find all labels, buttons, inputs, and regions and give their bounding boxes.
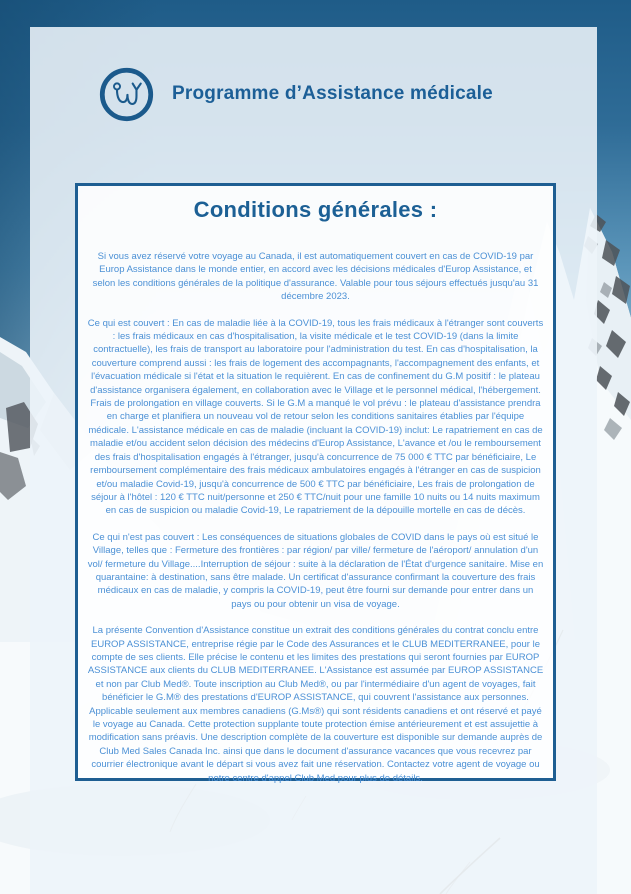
conditions-box (75, 183, 556, 784)
header (30, 63, 597, 133)
stethoscope-icon (98, 66, 155, 123)
paragraph-convention-details: La présente Convention d'Assistance constitue un extrait des conditions générales du contrat conclu entre EUROP ASSISTANCE, entreprise régie par le Code des Assurances et le CLUB MEDITERRANEE, pour le compte de ses clients. Elle précise le contenu et les limites des prestations qui seront fournies par EUROP ASSISTANCE aux clients du CLUB MEDITERRANEE. L'Assistance est assumée par EUROP ASSISTANCE et non par Club Med®. Toute inscription au Club Med®, ou par l'intermédiaire d'un agent de voyages, fait bénéficier le G.M® des prestations d'EUROP ASSISTANCE, qui couvrent l'assistance aux personnes. Applicable seulement aux membres canadiens (G.Ms®) qui sont résidents canadiens et ont réservé et payé le voyage au Canada. Cette protection supplante toute protection émise antérieurement et est assujettie à modification sans préavis. Une description complète de la couverture est disponible sur demande auprès de Club Med Sales Canada Inc. ainsi que dans le document d'assurance vacances que vous recevrez par courrier électronique avant le départ si vous avez fait une réservation. Contactez votre agent de voyage ou notre centre d'appel Club Med pour plus de détails. (87, 625, 544, 784)
conditions-paragraphs (87, 250, 544, 785)
paragraph-what-is-covered: Ce qui est couvert : En cas de maladie liée à la COVID-19, tous les frais médicaux à l'étranger sont couverts : les frais médicaux en cas d'hospitalisation, la visite médicale et le test COVID-19 (dans la limite contractuelle), les frais de transport au laboratoire pour l'administration du test. En cas d'hospitalisation, la couverture comprend aussi : les frais de logement des accompagnants, l'accompagnement des enfants, et l'évacuation médicale si l'état et la situation le requièrent. En cas de confinement du G.M positif : le plateau d'assistance organisera également, en collaboration avec le Village et le personnel médical, l'hébergement. Frais de prolongation en village couverts. Si le G.M a manqué le vol prévu : le plateau d'assistance prendra en charge et planifiera un nouveau vol de retour selon les conditions sanitaires établies par l'équipe médicale. L'assistance médicale en cas de maladie (incluant la COVID-19) inclut: Le rapatriement en cas de maladie et/ou accident selon décision des médecins d'Europ Assistance, L'avance et /ou le remboursement des frais d'hospitalisation engagés à l'étranger, jusqu'à concurrence de 75 000 € TTC par bénéficiaire, Le remboursement complémentaire des frais médicaux ambulatoires engagés à l'étranger en cas de suspicion et/ou maladie Covid-19, jusqu'à concurrence de 500 € TTC par bénéficiaire, Les frais de prolongation de séjour à l'hôtel : 120 € TTC nuit/personne et 250 € TTC/nuit pour une famille 10 nuits ou 14 nuits maximum en cas de suspicion ou maladie Covid-19, Le rapatriement de la dépouille mortelle en cas de décès. (87, 317, 544, 517)
paragraph-what-is-not-covered: Ce qui n'est pas couvert : Les conséquences de situations globales de COVID dans le pays où est situé le Village, telles que : Fermeture des frontières : par région/ par ville/ fermeture de l'aéroport/ annulation d'un vol/ fermeture du Village....Interruption de séjour : suite à la déclaration de l'État d'urgence sanitaire. Mise en quarantaine: à destination, sans être malade. Un certificat d'assurance confirmant la couverture des frais médicaux en cas de maladie, y compris la COVID-19, peut être fourni sur demande pour entrer dans un pays ou pour obtenir un visa de voyage. (87, 531, 544, 610)
page-title: Programme d’Assistance médicale (172, 83, 493, 104)
paragraph-coverage-intro: Si vous avez réservé votre voyage au Canada, il est automatiquement couvert en cas de COVID-19 par Europ Assistance dans le monde entier, en accord avec les décisions médicales d'Europ Assistance, et selon les conditions générales de la politique d'assurance. Valable pour tous séjours effectués jusqu'au 31 décembre 2023. (92, 251, 539, 303)
conditions-title: Conditions générales : (193, 197, 438, 222)
document-panel (30, 27, 597, 894)
